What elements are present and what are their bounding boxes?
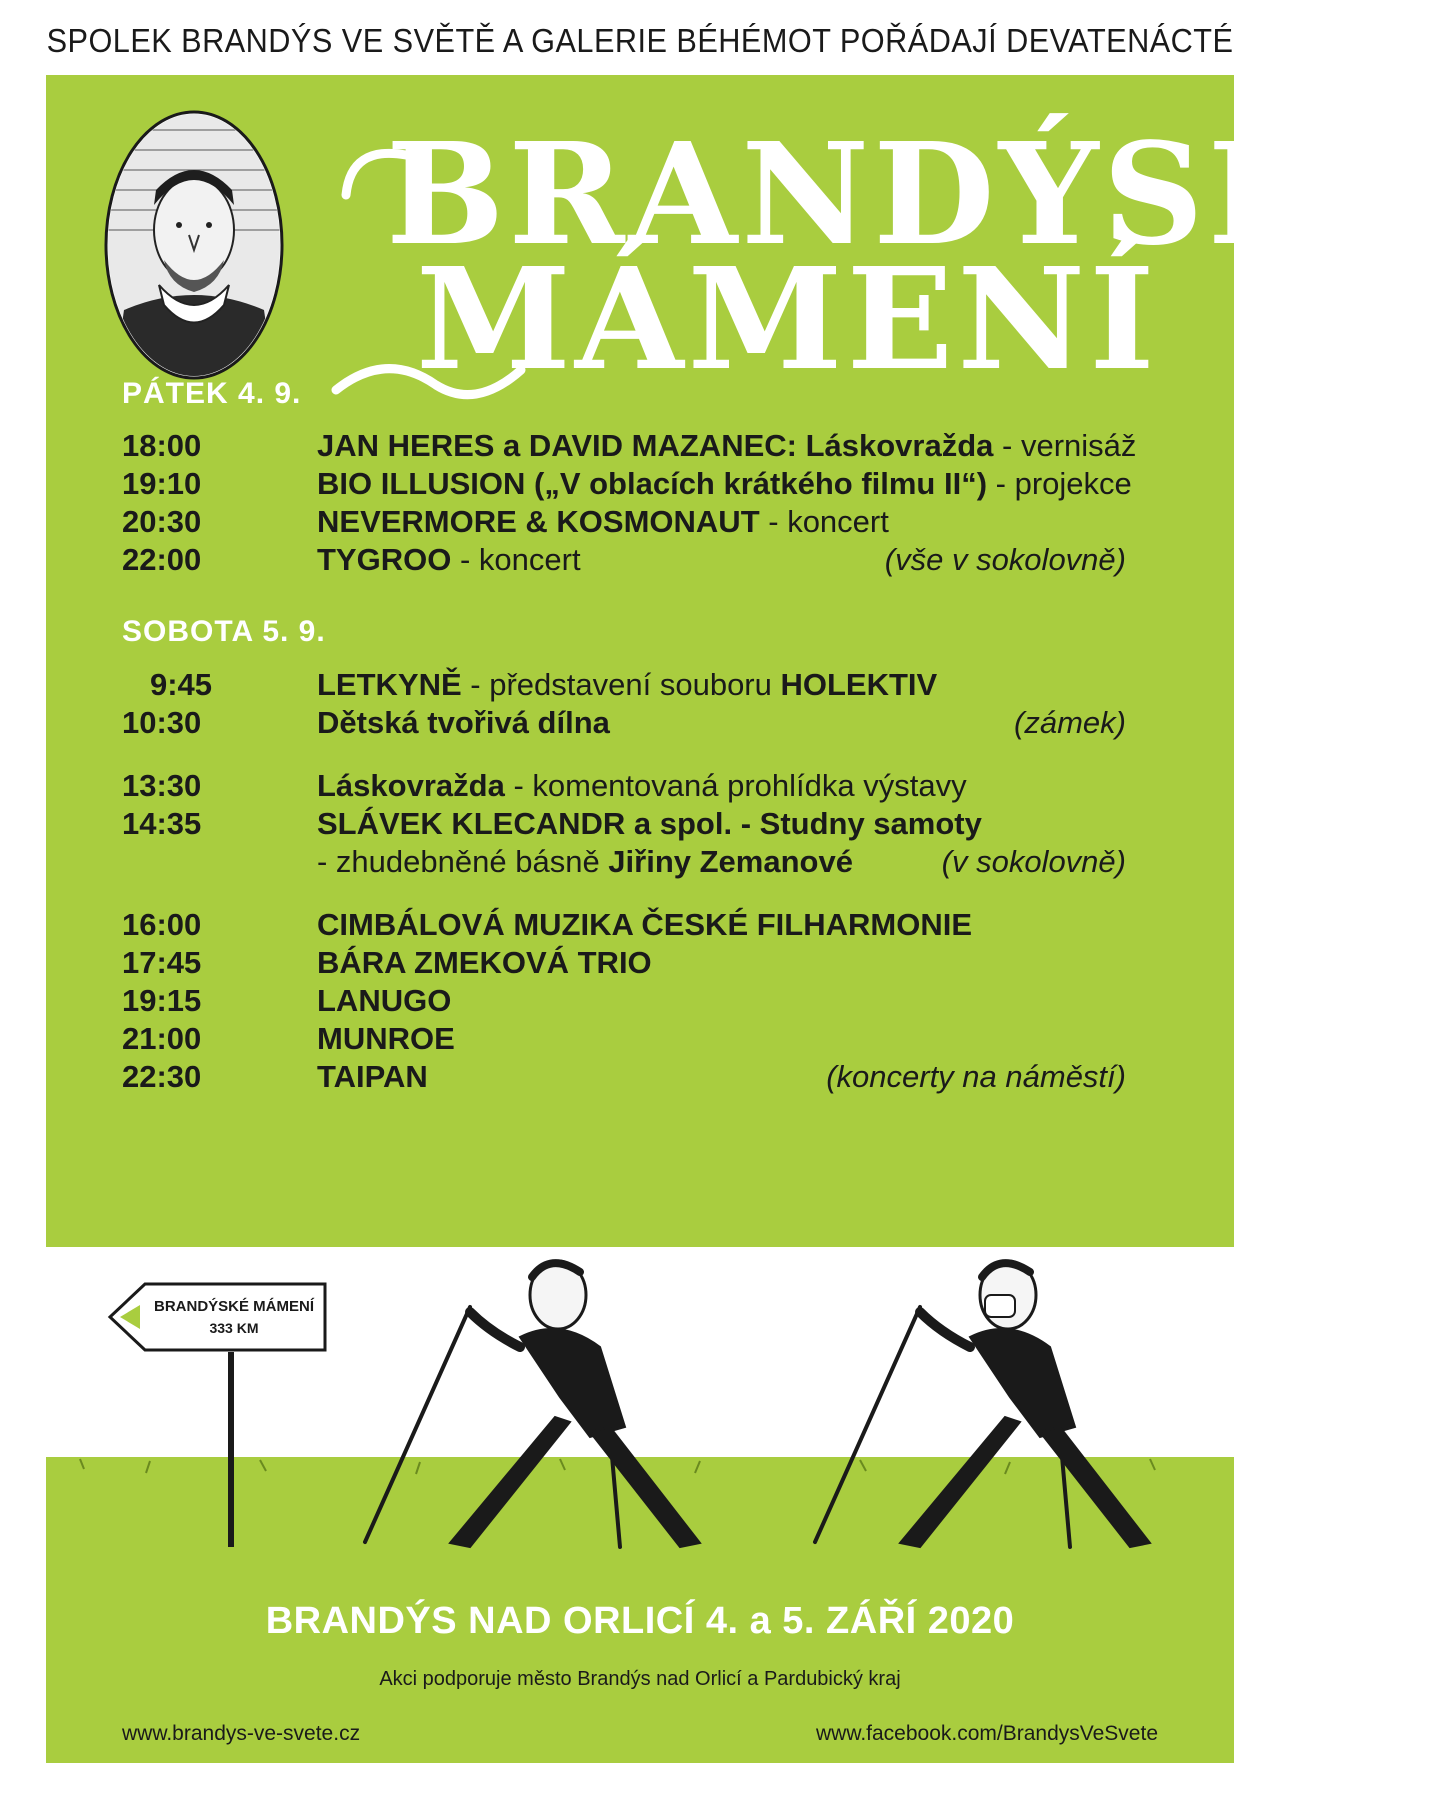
title-line-1: BRANDÝSKÉ	[386, 113, 1444, 277]
row-time: 19:15	[122, 983, 202, 1018]
facebook-link[interactable]: www.facebook.com/BrandysVeSvete	[815, 1722, 1158, 1745]
row-type: - koncert	[451, 542, 581, 577]
program-row	[122, 1021, 1212, 1061]
program-row	[122, 428, 1212, 468]
footer-panel	[46, 1572, 1234, 1763]
row-time: 18:00	[122, 428, 202, 463]
venue-note: (v sokolovně)	[941, 844, 1126, 879]
program-row	[122, 667, 1212, 707]
program-row	[122, 504, 1212, 544]
row-time: 17:45	[122, 945, 202, 980]
program-row	[122, 542, 1212, 582]
row-time: 13:30	[122, 768, 202, 803]
row-act: BIO ILLUSION („V oblacích krátkého filmu II“)	[317, 466, 988, 501]
row-time: 16:00	[122, 907, 202, 942]
row-act: TAIPAN	[317, 1059, 428, 1094]
program-row	[122, 983, 1212, 1023]
row-type: - zhudebněné básně	[317, 844, 609, 879]
row-act: NEVERMORE & KOSMONAUT	[317, 504, 760, 539]
program-panel	[46, 75, 1444, 1247]
program-row	[122, 806, 1212, 846]
organizers-line: SPOLEK BRANDÝS VE SVĚTĚ A GALERIE BÉHÉMOT POŘÁDAJÍ DEVATENÁCTÉ	[46, 22, 1234, 59]
sign-line-1: BRANDÝSKÉ MÁMENÍ	[153, 1298, 315, 1315]
row-type: - představení souboru	[461, 667, 781, 702]
walkers-illustration-icon	[0, 1247, 1280, 1572]
venue-note: (zámek)	[1014, 705, 1126, 740]
row-time: 10:30	[122, 705, 202, 740]
program-row	[122, 844, 1212, 884]
venue-note: (koncerty na náměstí)	[826, 1059, 1126, 1094]
row-act: SLÁVEK KLECANDR a spol. - Studny samoty	[317, 806, 982, 841]
saturday-heading: SOBOTA 5. 9.	[122, 615, 326, 648]
program-row	[122, 945, 1212, 985]
sign-line-2: 333 KM	[209, 1320, 259, 1336]
program-row	[122, 466, 1212, 506]
row-act: LETKYNĚ	[317, 667, 462, 702]
row-time: 20:30	[122, 504, 202, 539]
row-act: Dětská tvořivá dílna	[317, 705, 610, 740]
row-time: 21:00	[122, 1021, 202, 1056]
program-row	[122, 768, 1212, 808]
venue-note: (vše v sokolovně)	[884, 542, 1126, 577]
row-type: - vernisáž	[993, 428, 1137, 463]
support-line: Akci podporuje město Brandýs nad Orlicí a Pardubický kraj	[379, 1668, 901, 1690]
friday-heading: PÁTEK 4. 9.	[122, 377, 302, 410]
row-time: 19:10	[122, 466, 202, 501]
row-time: 14:35	[122, 806, 202, 841]
row-time: 22:00	[122, 542, 202, 577]
row-time: 9:45	[149, 667, 212, 702]
row-act: JAN HERES a DAVID MAZANEC: Láskovražda	[317, 428, 994, 463]
row-act: TYGROO	[317, 542, 452, 577]
row-act: BÁRA ZMEKOVÁ TRIO	[317, 945, 652, 980]
program-row	[122, 1059, 1212, 1099]
event-place-date: BRANDÝS NAD ORLICÍ 4. a 5. ZÁŘÍ 2020	[265, 1600, 1015, 1642]
row-act: LANUGO	[317, 983, 452, 1018]
row-type: - projekce	[987, 466, 1132, 501]
row-act: MUNROE	[317, 1021, 455, 1056]
website-link[interactable]: www.brandys-ve-svete.cz	[122, 1722, 361, 1745]
row-type: - koncert	[759, 504, 889, 539]
title-line-2: MÁMENÍ	[416, 238, 1159, 402]
portrait-icon	[104, 110, 284, 380]
row-act: Láskovražda	[317, 768, 505, 803]
row-act-2: Jiřiny Zemanové	[608, 844, 853, 879]
row-act: CIMBÁLOVÁ MUZIKA ČESKÉ FILHARMONIE	[317, 907, 972, 942]
row-act-2: HOLEKTIV	[780, 667, 938, 702]
program-row	[122, 705, 1212, 745]
row-type: - komentovaná prohlídka výstavy	[504, 768, 967, 803]
program-row	[122, 907, 1212, 947]
row-time: 22:30	[122, 1059, 202, 1094]
